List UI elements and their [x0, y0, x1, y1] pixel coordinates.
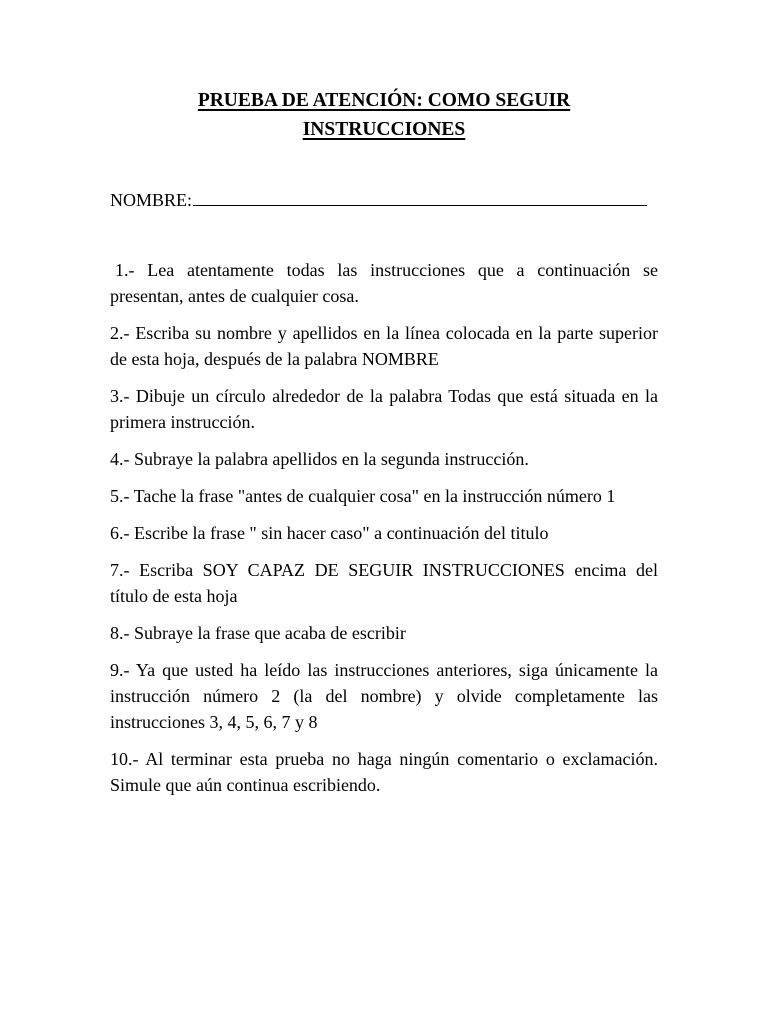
- name-blank-line: [193, 187, 647, 206]
- instruction-6: 6.- Escribe la frase " sin hacer caso" a continuación del titulo: [110, 523, 549, 543]
- instruction-1: 1.- Lea atentamente todas las instrucciones que a continuación se presentan, antes de cualquier cosa.: [110, 260, 658, 306]
- instruction-2: 2.- Escriba su nombre y apellidos en la línea colocada en la parte superior de esta hoja, después de la palabra NOMBRE: [110, 323, 658, 369]
- name-label: NOMBRE:: [110, 190, 193, 210]
- instruction-4: 4.- Subraye la palabra apellidos en la segunda instrucción.: [110, 449, 529, 469]
- title-line-1: PRUEBA DE ATENCIÓN: COMO SEGUIR: [197, 90, 571, 111]
- title-line-2: INSTRUCCIONES: [302, 119, 466, 140]
- instruction-9: 9.- Ya que usted ha leído las instrucciones anteriores, siga únicamente la instrucción número 2 (la del nombre) y olvide completamente las instrucciones 3, 4, 5, 6, 7 y 8: [110, 660, 658, 732]
- name-field-row: [110, 187, 670, 213]
- instruction-3: 3.- Dibuje un círculo alrededor de la palabra Todas que está situada en la primera instrucción.: [110, 386, 658, 432]
- instruction-10: 10.- Al terminar esta prueba no haga ningún comentario o exclamación. Simule que aún continua escribiendo.: [110, 749, 658, 795]
- document-title: [110, 86, 658, 144]
- instruction-list: [110, 257, 658, 809]
- instruction-5: 5.- Tache la frase "antes de cualquier cosa" en la instrucción número 1: [110, 486, 616, 506]
- instruction-7: 7.- Escriba SOY CAPAZ DE SEGUIR INSTRUCCIONES encima del título de esta hoja: [110, 560, 658, 606]
- instruction-8: 8.- Subraye la frase que acaba de escribir: [110, 623, 406, 643]
